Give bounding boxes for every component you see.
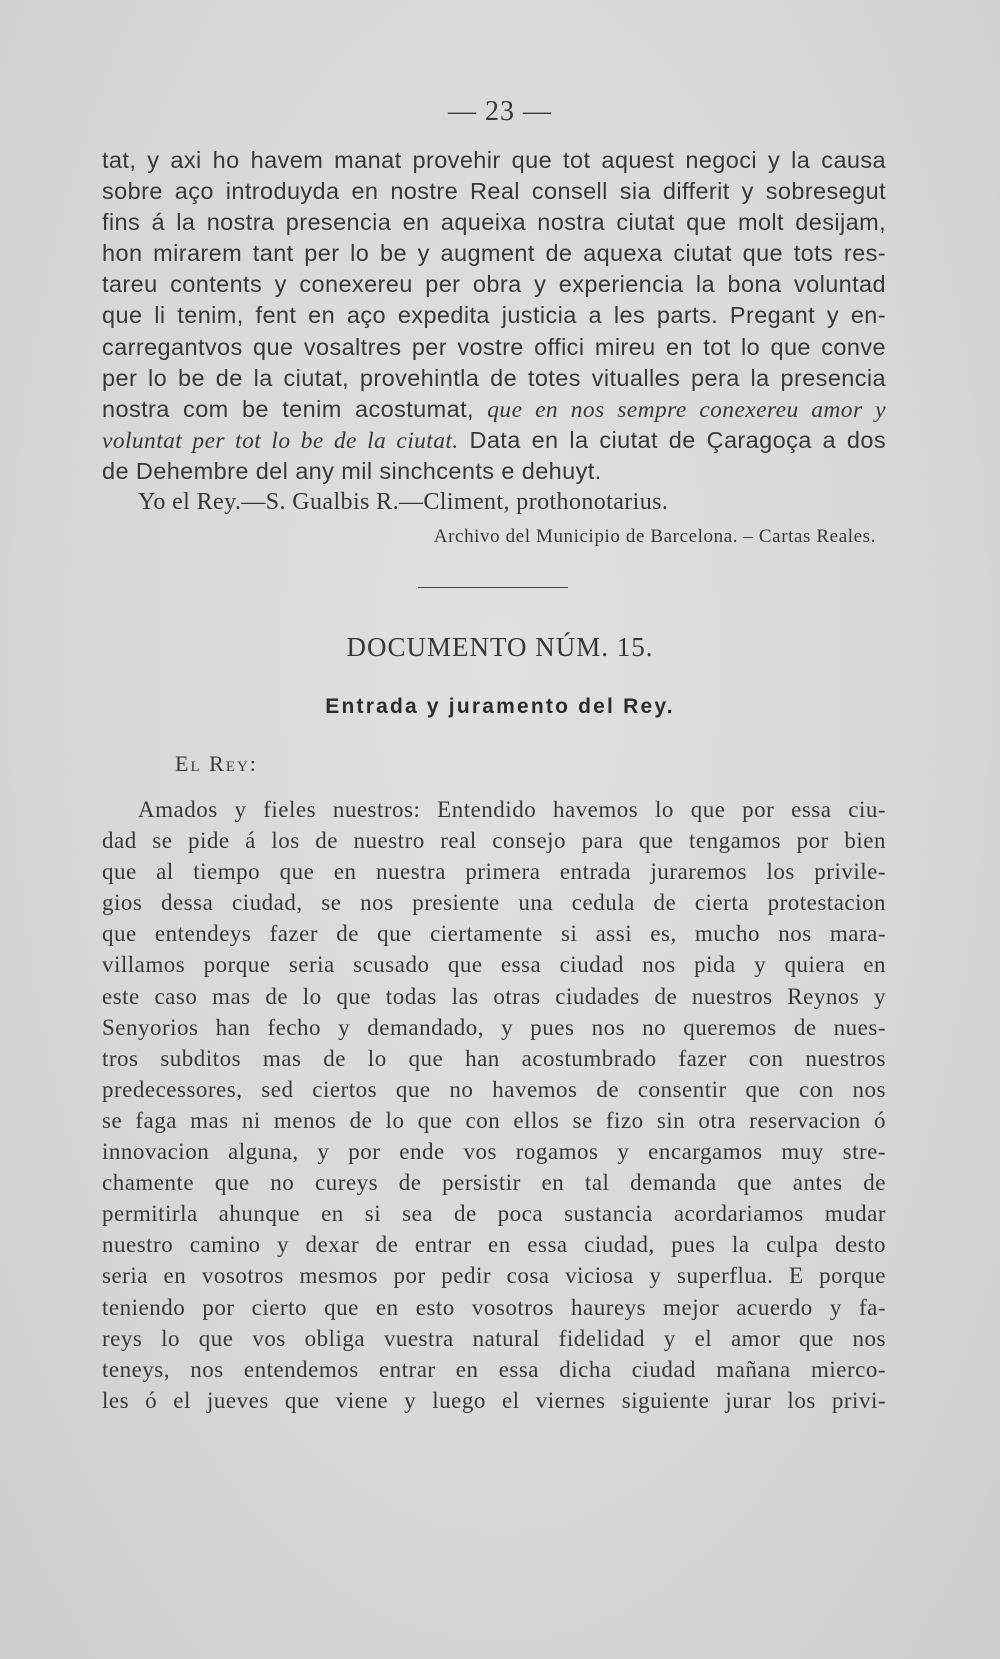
text-line — [102, 425, 886, 456]
text-line: tareu contents y conexereu per obra y experiencia la bona voluntad — [102, 271, 886, 298]
text-line: villamos porque seria scusado que essa ciudad nos pida y quiera en — [102, 952, 886, 978]
text-line: Senyorios han fecho y demandado, y pues nos no queremos de nues- — [102, 1014, 886, 1040]
text-line: sobre aço introduyda en nostre Real consell sia differit y sobresegut — [102, 178, 886, 205]
document-heading: DOCUMENTO NÚM. 15. — [346, 632, 654, 662]
text-line: que al tiempo que en nuestra primera entrada juraremos los privile- — [102, 859, 886, 885]
text-line: tros subditos mas de lo que han acostumbrado fazer con nuestros — [102, 1045, 886, 1071]
text-line: tat, y axi ho havem manat provehir que tot aquest negoci y la causa — [102, 147, 886, 173]
text-segment: nostra com be tenim acostumat, — [102, 395, 488, 422]
signature-line: Yo el Rey.—S. Gualbis R.—Climent, prothonotarius. — [138, 489, 669, 516]
text-line: chamente que no cureys de persistir en tal demanda que antes de — [102, 1170, 886, 1196]
main-paragraph — [102, 794, 886, 1416]
text-segment: Data en la ciutat de Çaragoça a dos — [458, 426, 886, 453]
text-line: innovacion alguna, y por ende vos rogamos y encargamos muy stre- — [102, 1139, 886, 1165]
text-line: reys lo que vos obliga vuestra natural fidelidad y el amor que nos — [102, 1325, 886, 1351]
text-line: teneys, nos entendemos entrar en essa dicha ciudad mañana mierco- — [102, 1356, 886, 1382]
text-line: Amados y fieles nuestros: Entendido havemos lo que por essa ciu- — [138, 797, 886, 822]
text-line: per lo be de la ciutat, provehintla de totes vitualles pera la presencia — [102, 364, 886, 391]
text-line — [102, 394, 886, 425]
italic-quote: voluntat per tot lo be de la ciutat. — [102, 427, 459, 454]
page-number: — 23 — — [448, 96, 552, 127]
section-divider — [418, 587, 568, 588]
text-line: fins á la nostra presencia en aqueixa nostra ciutat que molt desijam, — [102, 209, 886, 236]
text-line: predecessores, sed ciertos que no havemos de consentir que con nos — [102, 1076, 886, 1102]
text-line: seria en vosotros mesmos por pedir cosa viciosa y superflua. E porque — [102, 1263, 886, 1289]
text-line: les ó el jueves que viene y luego el viernes siguiente jurar los privi- — [102, 1387, 886, 1413]
text-line: nuestro camino y dexar de entrar en essa ciudad, pues la culpa desto — [102, 1232, 886, 1258]
text-line: que entendeys fazer de que ciertamente si assi es, mucho nos mara- — [102, 921, 886, 947]
text-line: gios dessa ciudad, se nos presiente una cedula de cierta protestacion — [102, 890, 886, 916]
text-line: este caso mas de lo que todas las otras ciudades de nuestros Reynos y — [102, 983, 886, 1009]
text-line: que li tenim, fent en aço expedita justicia a les parts. Pregant y en- — [102, 302, 886, 329]
top-paragraph — [102, 145, 886, 518]
text-line: carregantvos que vosaltres per vostre offici mireu en tot lo que conve — [102, 333, 886, 360]
text-line: permitirla ahunque en si sea de poca sustancia acordariamos mudar — [102, 1201, 886, 1227]
text-line: de Dehembre del any mil sinchcents e dehuyt. — [102, 457, 602, 484]
document-subtitle: Entrada y juramento del Rey. — [325, 695, 675, 718]
text-line: se faga mas ni menos de lo que con ellos se fizo sin otra reservacion ó — [102, 1107, 886, 1133]
text-line: dad se pide á los de nuestro real consejo para que tengamos por bien — [102, 828, 886, 854]
text-line: hon mirarem tant per lo be y augment de aquexa ciutat que tots res- — [102, 240, 886, 267]
source-note: Archivo del Municipio de Barcelona. – Cartas Reales. — [433, 526, 876, 547]
italic-quote: que en nos sempre conexereu amor y — [487, 396, 886, 423]
text-line: teniendo por cierto que en esto vosotros haureys mejor acuerdo y fa- — [102, 1294, 886, 1320]
salutation: El Rey: — [175, 751, 258, 776]
